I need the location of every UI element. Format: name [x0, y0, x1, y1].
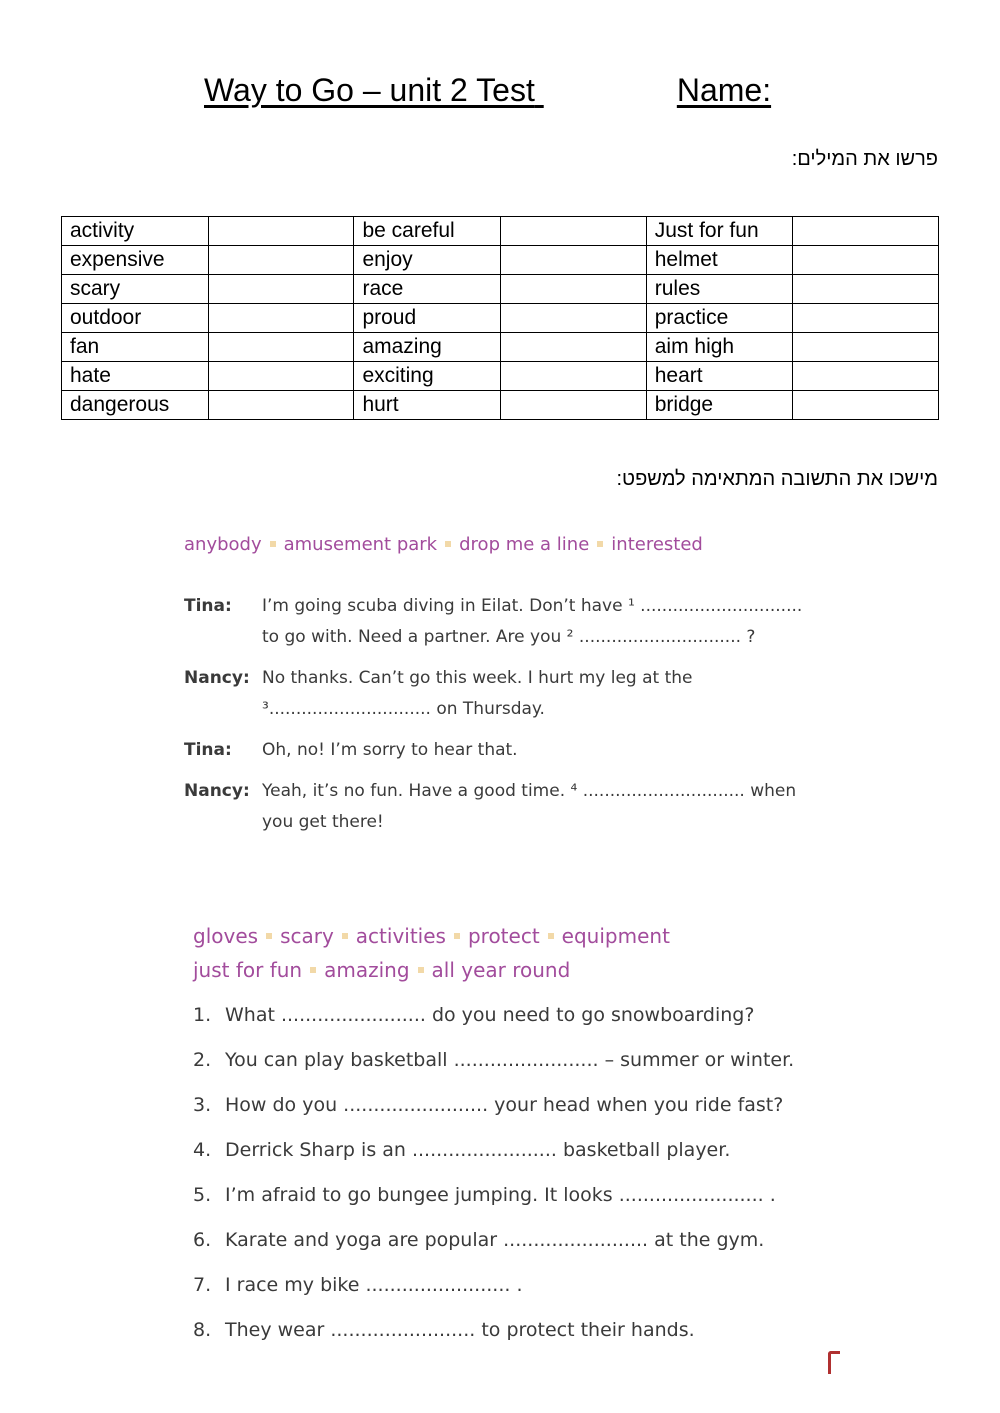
- vocab-word: dangerous: [62, 391, 209, 420]
- section2-instruction: מישכו את התשובה המתאימה למשפט:: [616, 468, 938, 490]
- test-title: Way to Go – unit 2 Test: [204, 72, 535, 108]
- vocab-word: proud: [354, 304, 500, 333]
- vocab-word: helmet: [646, 246, 792, 275]
- speaker: Tina:: [184, 596, 232, 616]
- vocab-row: [62, 304, 939, 333]
- question-text: Derrick Sharp is an ........................ basketball player.: [225, 1139, 731, 1161]
- question-number: 7.: [193, 1274, 212, 1296]
- page-title: [204, 72, 771, 109]
- vocab-word: bridge: [646, 391, 792, 420]
- vocab-answer-cell[interactable]: [793, 362, 939, 391]
- vocab-answer-cell[interactable]: [793, 275, 939, 304]
- vocab-word: hurt: [354, 391, 500, 420]
- word-bank-item: all year round: [431, 958, 571, 982]
- vocab-word: enjoy: [354, 246, 500, 275]
- word-bank-2-line1: [193, 924, 670, 948]
- word-bank-item: drop me a line: [459, 534, 590, 555]
- vocab-word: practice: [646, 304, 792, 333]
- vocab-word: be careful: [354, 217, 500, 246]
- page-corner-mark-icon: [828, 1351, 840, 1374]
- question-text: How do you ........................ your head when you ride fast?: [225, 1094, 784, 1116]
- speaker: Nancy:: [184, 781, 250, 801]
- vocab-answer-cell[interactable]: [793, 246, 939, 275]
- question-number: 5.: [193, 1184, 212, 1206]
- vocab-answer-cell[interactable]: [793, 391, 939, 420]
- question-text: What ........................ do you need to go snowboarding?: [225, 1004, 755, 1026]
- vocab-answer-cell[interactable]: [208, 217, 354, 246]
- vocab-word: race: [354, 275, 500, 304]
- vocab-word: expensive: [62, 246, 209, 275]
- question-text: I’m afraid to go bungee jumping. It looks ........................ .: [225, 1184, 776, 1206]
- speaker: Nancy:: [184, 668, 250, 688]
- vocab-row: [62, 333, 939, 362]
- vocab-answer-cell[interactable]: [208, 275, 354, 304]
- vocab-answer-cell[interactable]: [500, 275, 646, 304]
- name-label: Name:: [676, 72, 772, 108]
- vocab-answer-cell[interactable]: [793, 304, 939, 333]
- vocab-answer-cell[interactable]: [500, 246, 646, 275]
- word-bank-item: equipment: [561, 924, 670, 948]
- question-item: [193, 1004, 754, 1026]
- vocab-row: [62, 275, 939, 304]
- dialogue-line: Oh, no! I’m sorry to hear that.: [262, 740, 518, 760]
- vocab-answer-cell[interactable]: [500, 391, 646, 420]
- dialogue-line: to go with. Need a partner. Are you ² .............................. ?: [262, 627, 756, 647]
- word-bank-item: scary: [280, 924, 334, 948]
- vocab-answer-cell[interactable]: [208, 391, 354, 420]
- question-number: 8.: [193, 1319, 212, 1341]
- vocab-answer-cell[interactable]: [500, 362, 646, 391]
- question-item: [193, 1184, 776, 1206]
- question-item: [193, 1229, 764, 1251]
- question-number: 4.: [193, 1139, 212, 1161]
- question-item: [193, 1049, 794, 1071]
- dialogue-line: ³.............................. on Thursday.: [262, 699, 545, 719]
- word-bank-item: anybody: [184, 534, 262, 555]
- question-text: You can play basketball ........................ – summer or winter.: [225, 1049, 795, 1071]
- word-bank-item: activities: [355, 924, 446, 948]
- vocab-answer-cell[interactable]: [793, 217, 939, 246]
- vocab-row: [62, 246, 939, 275]
- word-bank-1: [184, 534, 703, 555]
- word-bank-item: interested: [611, 534, 703, 555]
- question-text: They wear ........................ to protect their hands.: [225, 1319, 695, 1341]
- question-text: I race my bike ........................ .: [225, 1274, 523, 1296]
- word-bank-item: amazing: [324, 958, 410, 982]
- vocab-row: [62, 362, 939, 391]
- question-number: 3.: [193, 1094, 212, 1116]
- vocab-word: hate: [62, 362, 209, 391]
- word-bank-2-line2: [193, 958, 570, 982]
- question-text: Karate and yoga are popular ........................ at the gym.: [225, 1229, 765, 1251]
- dialogue-line: No thanks. Can’t go this week. I hurt my leg at the: [262, 668, 693, 688]
- vocab-answer-cell[interactable]: [500, 217, 646, 246]
- speaker: Tina:: [184, 740, 232, 760]
- dialogue-line: you get there!: [262, 812, 384, 832]
- vocab-word: heart: [646, 362, 792, 391]
- vocab-row: [62, 391, 939, 420]
- vocab-answer-cell[interactable]: [500, 304, 646, 333]
- section1-instruction: פרשו את המילים:: [791, 148, 938, 170]
- vocab-word: Just for fun: [646, 217, 792, 246]
- word-bank-item: just for fun: [193, 958, 303, 982]
- vocab-answer-cell[interactable]: [208, 304, 354, 333]
- vocabulary-table: [61, 216, 939, 420]
- question-number: 2.: [193, 1049, 212, 1071]
- question-number: 1.: [193, 1004, 212, 1026]
- vocab-word: rules: [646, 275, 792, 304]
- question-number: 6.: [193, 1229, 212, 1251]
- vocab-answer-cell[interactable]: [208, 246, 354, 275]
- vocab-answer-cell[interactable]: [500, 333, 646, 362]
- vocab-answer-cell[interactable]: [793, 333, 939, 362]
- vocab-word: amazing: [354, 333, 500, 362]
- vocab-row: [62, 217, 939, 246]
- question-item: [193, 1139, 730, 1161]
- vocab-answer-cell[interactable]: [208, 362, 354, 391]
- question-item: [193, 1319, 695, 1341]
- vocab-word: fan: [62, 333, 209, 362]
- word-bank-item: gloves: [193, 924, 259, 948]
- question-item: [193, 1274, 523, 1296]
- vocab-word: activity: [62, 217, 209, 246]
- vocab-word: scary: [62, 275, 209, 304]
- vocab-word: exciting: [354, 362, 500, 391]
- word-bank-item: amusement park: [283, 534, 438, 555]
- dialogue-line: I’m going scuba diving in Eilat. Don’t have ¹ ..............................: [262, 596, 803, 616]
- question-item: [193, 1094, 783, 1116]
- dialogue-line: Yeah, it’s no fun. Have a good time. ⁴ .............................. when: [262, 781, 797, 801]
- vocab-answer-cell[interactable]: [208, 333, 354, 362]
- vocab-word: outdoor: [62, 304, 209, 333]
- word-bank-item: protect: [467, 924, 540, 948]
- vocab-word: aim high: [646, 333, 792, 362]
